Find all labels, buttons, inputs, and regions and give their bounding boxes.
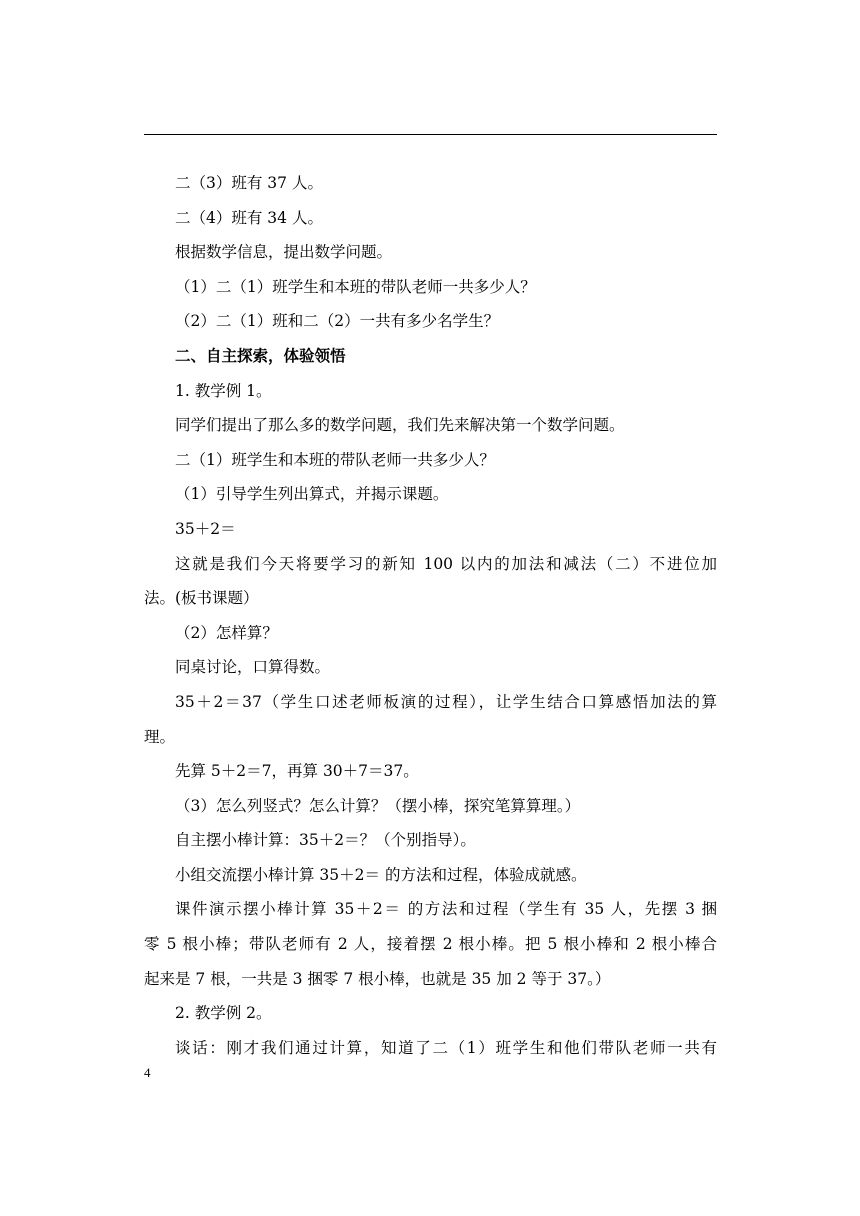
paragraph-line: （1）引导学生列出算式，并揭示课题。 bbox=[175, 485, 449, 504]
paragraph-line: 自主摆小棒计算：35＋2＝？（个别指导）。 bbox=[175, 831, 476, 850]
paragraph-line: 1. 教学例 1。 bbox=[175, 381, 272, 400]
paragraph-line: （2）怎样算？ bbox=[175, 623, 278, 642]
paragraph-line: 起来是 7 根，一共是 3 捆零 7 根小棒，也就是 35 加 2 等于 37。） bbox=[144, 969, 611, 988]
paragraph-line: 谈话：刚才我们通过计算，知道了二（1）班学生和他们带队老师一共有 bbox=[175, 1038, 717, 1057]
paragraph-line: 根据数学信息，提出数学问题。 bbox=[175, 243, 393, 262]
paragraph-line: 二（3）班有 37 人。 bbox=[175, 174, 323, 192]
paragraph-line: 先算 5＋2＝7，再算 30＋7＝37。 bbox=[175, 762, 419, 781]
section-heading: 二、自主探索，体验领悟 bbox=[175, 346, 346, 365]
paragraph-line: 二（1）班学生和本班的带队老师一共多少人？ bbox=[175, 450, 495, 469]
paragraph-line: 这就是我们今天将要学习的新知 100 以内的加法和减法（二）不进位加 bbox=[175, 554, 717, 573]
paragraph-line: （3）怎么列竖式？怎么计算？（摆小棒，探究笔算算理。） bbox=[175, 796, 581, 815]
paragraph-line: （2）二（1）班和二（2）一共有多少名学生？ bbox=[175, 312, 500, 331]
header-rule bbox=[144, 134, 717, 135]
paragraph-line: 35＋2＝37（学生口述老师板演的过程），让学生结合口算感悟加法的算 bbox=[175, 692, 717, 711]
page-number: 4 bbox=[144, 1065, 151, 1080]
paragraph-line: 法。(板书课题） bbox=[144, 589, 259, 608]
paragraph-line: 2. 教学例 2。 bbox=[175, 1004, 272, 1023]
paragraph-line: 小组交流摆小棒计算 35＋2＝ 的方法和过程，体验成就感。 bbox=[175, 865, 587, 884]
equation-line: 35＋2＝ bbox=[175, 519, 236, 538]
paragraph-line: （1）二（1）班学生和本班的带队老师一共多少人？ bbox=[175, 277, 536, 296]
paragraph-line: 二（4）班有 34 人。 bbox=[175, 208, 323, 227]
paragraph-line: 课件演示摆小棒计算 35＋2＝ 的方法和过程（学生有 35 人，先摆 3 捆 bbox=[175, 900, 717, 919]
paragraph-line: 零 5 根小棒；带队老师有 2 人，接着摆 2 根小棒。把 5 根小棒和 2 根小棒合 bbox=[144, 935, 717, 954]
paragraph-line: 理。 bbox=[144, 727, 176, 746]
paragraph-line: 同桌讨论，口算得数。 bbox=[175, 658, 331, 677]
paragraph-line: 同学们提出了那么多的数学问题，我们先来解决第一个数学问题。 bbox=[175, 416, 625, 435]
document-body bbox=[144, 166, 717, 1065]
